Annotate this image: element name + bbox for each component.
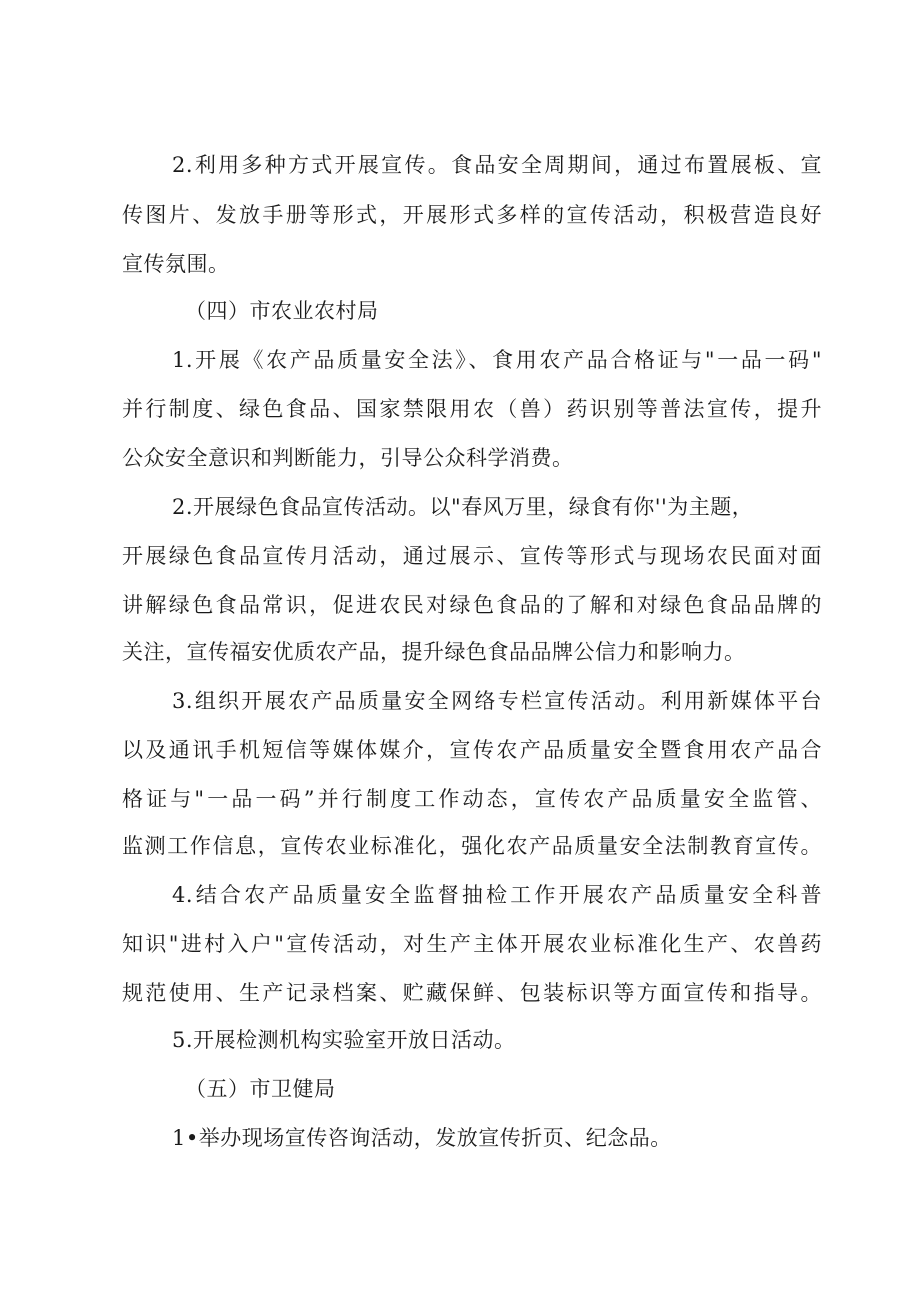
paragraph-line: 讲解绿色食品常识，促进农民对绿色食品的了解和对绿色食品品牌的 bbox=[122, 593, 822, 617]
paragraph-line: 以及通讯手机短信等媒体媒介，宣传农产品质量安全暨食用农产品合 bbox=[122, 738, 822, 762]
section-heading: （四）市农业农村局 bbox=[185, 299, 379, 323]
paragraph-line: 开展绿色食品宣传月活动，通过展示、宣传等形式与现场农民面对面 bbox=[122, 544, 822, 568]
paragraph-line: 公众安全意识和判断能力，引导公众科学消费。 bbox=[122, 446, 574, 470]
paragraph-line: 关注，宣传福安优质农产品，提升绿色食品品牌公信力和影响力。 bbox=[122, 640, 746, 664]
paragraph-line: 2.开展绿色食品宣传活动。以"春风万里，绿食有你''为主题， bbox=[172, 495, 754, 519]
section-heading: （五）市卫健局 bbox=[185, 1077, 336, 1101]
paragraph-line: 传图片、发放手册等形式，开展形式多样的宣传活动，积极营造良好 bbox=[122, 203, 822, 227]
paragraph-line: 4.结合农产品质量安全监督抽检工作开展农产品质量安全科普 bbox=[172, 883, 822, 907]
paragraph-line: 格证与"一品一码”并行制度工作动态，宣传农产品质量安全监管、 bbox=[122, 787, 822, 811]
paragraph-line: 5.开展检测机构实验室开放日活动。 bbox=[172, 1028, 516, 1052]
paragraph-line: 规范使用、生产记录档案、贮藏保鲜、包装标识等方面宣传和指导。 bbox=[122, 981, 822, 1005]
paragraph-line: 宣传氛围。 bbox=[122, 252, 230, 276]
paragraph-line: 2.利用多种方式开展宣传。食品安全周期间，通过布置展板、宣 bbox=[172, 153, 822, 177]
paragraph-line: 知识"进村入户"宣传活动，对生产主体开展农业标准化生产、农兽药 bbox=[122, 932, 822, 956]
paragraph-line: 1.开展《农产品质量安全法》、食用农产品合格证与"一品一码" bbox=[172, 348, 822, 372]
paragraph-line: 监测工作信息，宣传农业标准化，强化农产品质量安全法制教育宣传。 bbox=[122, 834, 822, 858]
paragraph-line: 3.组织开展农产品质量安全网络专栏宣传活动。利用新媒体平台 bbox=[172, 689, 822, 713]
paragraph-line: 并行制度、绿色食品、国家禁限用农（兽）药识别等普法宣传，提升 bbox=[122, 397, 822, 421]
paragraph-line: 1•举办现场宣传咨询活动，发放宣传折页、纪念品。 bbox=[172, 1126, 672, 1150]
